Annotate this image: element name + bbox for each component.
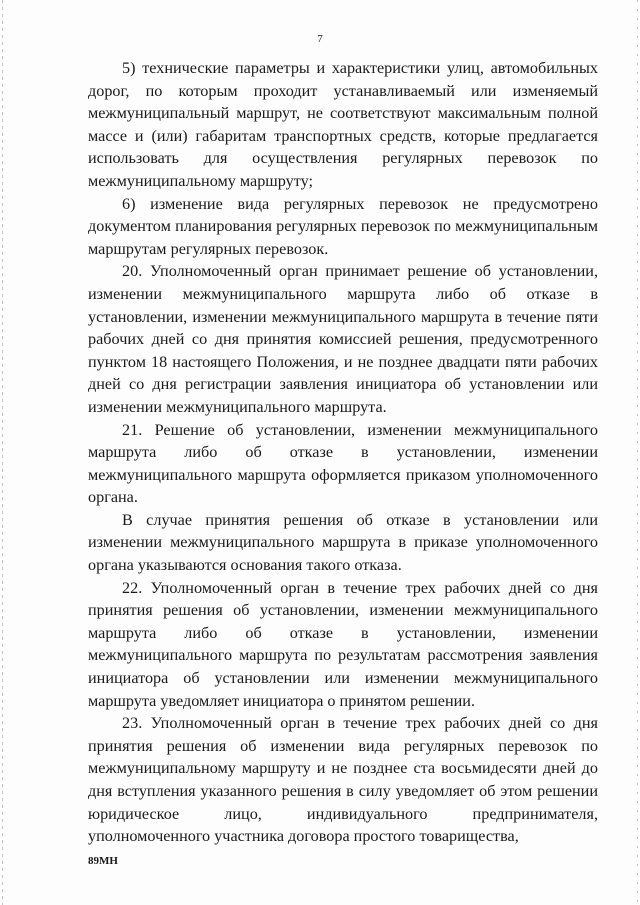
paragraph-clause-21: 21. Решение об установлении, изменении межмуниципального маршрута либо об отказе в установлении, изменении межмуниципального маршрута оформляется приказом уполномоченного органа. — [88, 420, 598, 507]
footer-document-code: 89МН — [88, 855, 118, 867]
paragraph-item-6: 6) изменение вида регулярных перевозок не предусмотрено документом планирования регулярных перевозок по межмуниципальным маршрутам регулярных перевозок. — [88, 194, 598, 258]
paragraph-clause-22: 22. Уполномоченный орган в течение трех рабочих дней со дня принятия решения об установлении, изменении межмуниципального маршрута либо об отказе в установлении, изменении межмуниципального маршрута по результатам рассмотрения заявления инициатора об установлении или изменении межмуниципального маршрута уведомляет инициатора о принятом решении. — [88, 578, 598, 710]
paragraph-item-5: 5) технические параметры и характеристики улиц, автомобильных дорог, по которым проходит устанавливаемый или изменяемый межмуниципальный маршрут, не соответствуют максимальным полной массе и (или) габаритам транспортных средств, которые предлагается использовать для осуществления регулярных перевозок по межмуниципальному маршруту; — [88, 59, 598, 190]
paragraph-clause-21-refusal: В случае принятия решения об отказе в установлении или изменении межмуниципального маршрута в приказе уполномоченного органа указываются основания такого отказа. — [88, 510, 598, 575]
scan-edge-left — [2, 0, 3, 905]
document-body — [88, 57, 598, 848]
paragraph-clause-23: 23. Уполномоченный орган в течение трех рабочих дней со дня принятия решения об изменении вида регулярных перевозок по межмуниципальному маршруту и не позднее ста восьмидесяти дней до дня вступления указанного решения в силу уведомляет об этом решении юридическое лицо, индивидуального предпринимателя, уполномоченного участника договора простого товарищества, — [88, 714, 598, 846]
page-number: 7 — [317, 33, 323, 45]
paragraph-clause-20: 20. Уполномоченный орган принимает решение об установлении, изменении межмуниципального маршрута либо об отказе в установлении, изменении межмуниципального маршрута в течение пяти рабочих дней со дня принятия комиссией решения, предусмотренного пунктом 18 настоящего Положения, и не позднее двадцати пяти рабочих дней со дня регистрации заявления инициатора об установлении или изменении межмуниципального маршрута. — [88, 262, 598, 416]
scan-edge-right — [637, 0, 638, 905]
